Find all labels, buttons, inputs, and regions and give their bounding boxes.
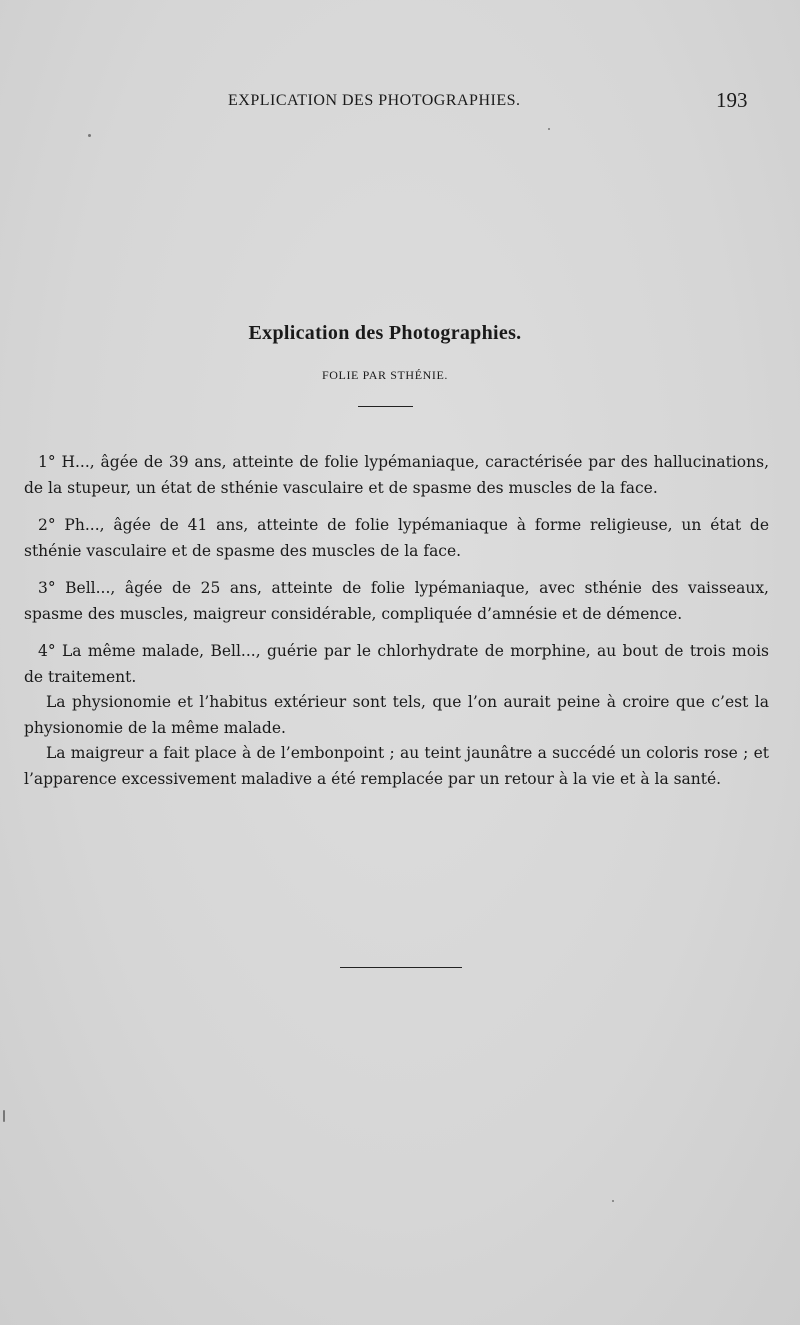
section-subtitle: FOLIE PAR STHÉNIE. xyxy=(321,368,449,382)
paragraph-photo-1: 1° H..., âgée de 39 ans, atteinte de folie lypémaniaque, caractérisée par des hallucinations, de la stupeur, un état de sthénie vasculaire et de spasme des muscles de la face. xyxy=(24,453,769,497)
section-title: Explication des Photographies. xyxy=(248,322,522,344)
paper-speck xyxy=(612,1200,614,1202)
paper-speck xyxy=(548,128,550,130)
page-number: 193 xyxy=(716,88,748,112)
paragraph-physionomie: La physionomie et l’habitus extérieur sont tels, que l’on aurait peine à croire que c’est la physionomie de la même malade. xyxy=(24,693,769,737)
paragraph-photo-3: 3° Bell..., âgée de 25 ans, atteinte de folie lypémaniaque, avec sthénie des vaisseaux, spasme des muscles, maigreur considérable, compliquée d’amnésie et de démence. xyxy=(24,579,769,623)
paragraph-photo-4: 4° La même malade, Bell..., guérie par le chlorhydrate de morphine, au bout de trois mois de traitement. xyxy=(24,642,769,686)
paper-speck xyxy=(88,134,91,137)
title-divider xyxy=(358,406,413,407)
running-title: EXPLICATION DES PHOTOGRAPHIES. xyxy=(228,92,521,109)
paragraph-photo-2: 2° Ph..., âgée de 41 ans, atteinte de folie lypémaniaque à forme religieuse, un état de sthénie vasculaire et de spasme des muscles de la face. xyxy=(24,516,769,560)
paper-speck xyxy=(3,1110,5,1122)
body-text xyxy=(24,450,769,792)
end-divider xyxy=(340,967,462,968)
paragraph-maigreur: La maigreur a fait place à de l’embonpoint ; au teint jaunâtre a succédé un coloris rose ; et l’apparence excessivement maladive a été remplacée par un retour à la vie et à la santé. xyxy=(24,744,769,788)
running-head xyxy=(0,88,800,114)
